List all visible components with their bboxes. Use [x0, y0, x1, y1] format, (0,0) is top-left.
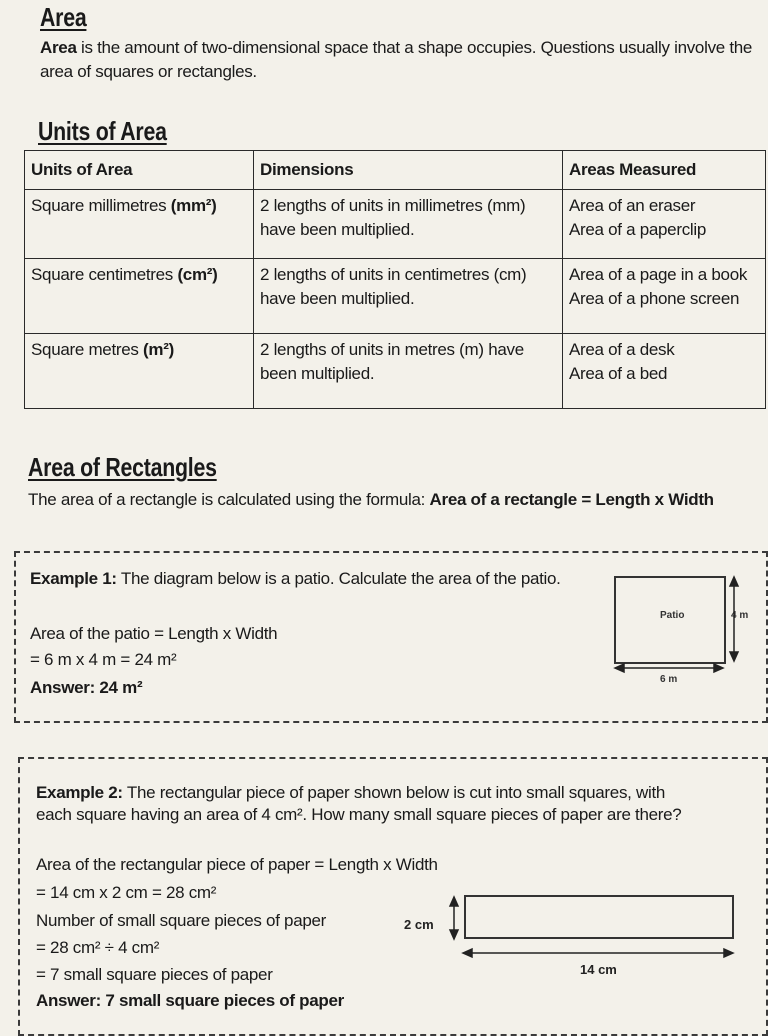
- measured-item: Area of a page in a book: [569, 265, 748, 284]
- header-units: Units of Area: [25, 151, 254, 190]
- measured-item: Area of an eraser: [569, 196, 696, 215]
- area-heading: Area: [40, 2, 87, 32]
- example-2-line-4: = 28 cm² ÷ 4 cm²: [36, 938, 160, 957]
- example-1-question-text: The diagram below is a patio. Calculate the area of the patio.: [116, 569, 561, 588]
- unit-name: Square millimetres: [31, 196, 171, 215]
- patio-height-arrow-head: [730, 577, 738, 586]
- example-2-line-2: = 14 cm x 2 cm = 28 cm²: [36, 883, 217, 902]
- measured-item: Area of a desk: [569, 340, 675, 359]
- patio-height-arrow-head: [730, 652, 738, 661]
- unit-name: Square metres: [31, 340, 144, 359]
- example-2-question-line-2: each square having an area of 4 cm². How many small square pieces of paper are there?: [36, 805, 682, 824]
- patio-label: Patio: [660, 610, 685, 621]
- example-2-line-1: Area of the rectangular piece of paper = Length x Width: [36, 855, 438, 874]
- dimensions-cell: 2 lengths of units in metres (m) have been multiplied.: [254, 334, 563, 409]
- paper-width-arrow-head: [463, 949, 472, 957]
- example-2-line-5: = 7 small square pieces of paper: [36, 965, 273, 984]
- paper-width-arrow-head: [724, 949, 733, 957]
- patio-width-arrow-head: [714, 664, 723, 672]
- formula-text: The area of a rectangle is calculated using the formula:: [28, 490, 430, 509]
- example-2-answer-text: Answer: 7 small square pieces of paper: [36, 991, 344, 1010]
- unit-symbol: (m²): [143, 340, 174, 359]
- patio-height-label: 4 m: [731, 610, 749, 621]
- example-2-line-3: Number of small square pieces of paper: [36, 911, 327, 930]
- measured-item: Area of a bed: [569, 364, 668, 383]
- example-2-question-text: The rectangular piece of paper shown below is cut into small squares, with: [122, 783, 666, 802]
- measured-item: Area of a phone screen: [569, 289, 740, 308]
- paper-height-arrow-head: [450, 930, 458, 939]
- units-heading: Units of Area: [38, 116, 167, 146]
- area-intro-text: is the amount of two-dimensional space that a shape occupies. Questions usually involve the area of squares or rectangles.: [40, 38, 753, 81]
- rectangles-heading: Area of Rectangles: [28, 452, 217, 482]
- unit-symbol: (mm²): [170, 196, 217, 215]
- header-dimensions: Dimensions: [254, 151, 563, 190]
- paper-height-arrow-head: [450, 897, 458, 906]
- formula-bold: Area of a rectangle = Length x Width: [429, 490, 714, 509]
- area-intro-bold: Area: [40, 38, 77, 57]
- dimensions-cell: 2 lengths of units in millimetres (mm) have been multiplied.: [254, 190, 563, 259]
- header-areas-measured: Areas Measured: [563, 151, 766, 190]
- patio-width-label: 6 m: [660, 674, 678, 685]
- unit-symbol: (cm²): [177, 265, 218, 284]
- paper-width-label: 14 cm: [580, 962, 617, 977]
- example-1-answer-text: Answer: 24 m²: [30, 678, 143, 697]
- dimensions-cell: 2 lengths of units in centimetres (cm) have been multiplied.: [254, 259, 563, 334]
- unit-name: Square centimetres: [31, 265, 178, 284]
- paper-height-label: 2 cm: [404, 917, 434, 932]
- example-1-line-2: = 6 m x 4 m = 24 m²: [30, 650, 177, 669]
- example-2-label: Example 2:: [36, 783, 123, 802]
- measured-item: Area of a paperclip: [569, 220, 706, 239]
- example-1-label: Example 1:: [30, 569, 117, 588]
- patio-width-arrow-head: [615, 664, 624, 672]
- example-1-line-1: Area of the patio = Length x Width: [30, 624, 278, 643]
